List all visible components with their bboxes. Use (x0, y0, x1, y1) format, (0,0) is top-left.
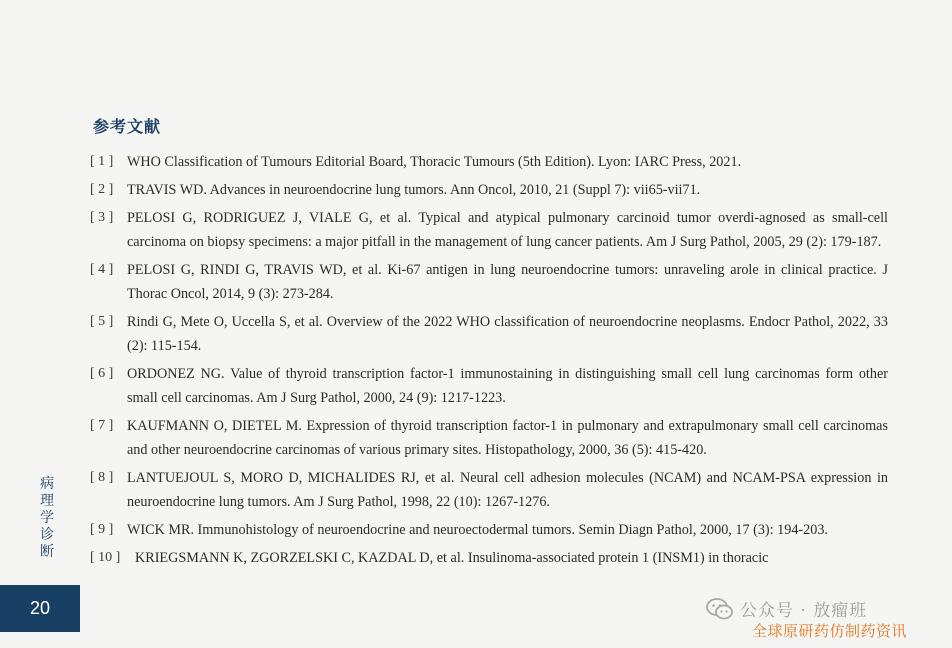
reference-text: KRIEGSMANN K, ZGORZELSKI C, KAZDAL D, et al. Insulinoma-associated protein 1 (INSM1) in thoracic (135, 550, 769, 566)
reference-text: WICK MR. Immunohistology of neuroendocrine and neuroectodermal tumors. Semin Diagn Pathol, 2000, 17 (3): 194-203. (127, 522, 828, 538)
banner-text: 全球原研药仿制药资讯 (752, 622, 908, 640)
reference-text: PELOSI G, RODRIGUEZ J, VIALE G, et al. Typical and atypical pulmonary carcinoid tumor overdi-agnosed as small-cell carcinoma on biopsy specimens: a major pitfall in the management of lung cancer patients. Am J Surg Pathol, 2005, 29 (2): 179-187. (127, 210, 888, 250)
reference-number: [ 6 ] (90, 366, 114, 381)
reference-text: PELOSI G, RINDI G, TRAVIS WD, et al. Ki-67 antigen in lung neuroendocrine tumors: unraveling arole in clinical practice. J Thorac Oncol, 2014, 9 (3): 273-284. (127, 262, 888, 302)
reference-item (90, 178, 888, 202)
reference-item (90, 310, 888, 358)
reference-item (90, 362, 888, 410)
page-number: 20 (29, 598, 51, 618)
reference-text: LANTUEJOUL S, MORO D, MICHALIDES RJ, et al. Neural cell adhesion molecules (NCAM) and NCAM-PSA expression in neuroendocrine lung tumors. Am J Surg Pathol, 1998, 22 (10): 1267-1276. (127, 470, 888, 510)
reference-text: TRAVIS WD. Advances in neuroendocrine lung tumors. Ann Oncol, 2010, 21 (Suppl 7): vii65-vii71. (127, 182, 701, 198)
reference-item (90, 206, 888, 254)
reference-number: [ 4 ] (90, 262, 114, 277)
reference-text: KAUFMANN O, DIETEL M. Expression of thyroid transcription factor-1 in pulmonary and extrapulmonary small cell carcinomas and other neuroendocrine carcinomas of various primary sites. Histopathology, 2000, 36 (5): 415-420. (127, 418, 888, 458)
reference-number: [ 9 ] (90, 522, 114, 537)
reference-number: [ 2 ] (90, 182, 114, 197)
reference-number: [ 5 ] (90, 314, 114, 329)
watermark-text: 公众号 · 放瘤班 (740, 601, 868, 621)
reference-number: [ 8 ] (90, 470, 114, 485)
references-heading: 参考文献 (93, 117, 162, 136)
reference-item (90, 414, 888, 462)
reference-number: [ 3 ] (90, 210, 114, 225)
side-section-label: 病理学诊断 (40, 476, 54, 560)
reference-item (90, 546, 888, 570)
reference-item (90, 150, 888, 174)
reference-item (90, 258, 888, 306)
reference-text: Rindi G, Mete O, Uccella S, et al. Overview of the 2022 WHO classification of neuroendocrine neoplasms. Endocr Pathol, 2022, 33 (2): 115-154. (127, 314, 888, 354)
reference-number: [ 10 ] (90, 550, 121, 565)
reference-item (90, 518, 888, 542)
reference-number: [ 1 ] (90, 154, 114, 169)
reference-number: [ 7 ] (90, 418, 114, 433)
watermark (706, 596, 867, 621)
reference-text: WHO Classification of Tumours Editorial Board, Thoracic Tumours (5th Edition). Lyon: IARC Press, 2021. (127, 154, 742, 170)
reference-item (90, 466, 888, 514)
wechat-icon (706, 597, 734, 621)
reference-text: ORDONEZ NG. Value of thyroid transcription factor-1 immunostaining in distinguishing small cell lung carcinomas form other small cell carcinomas. Am J Surg Pathol, 2000, 24 (9): 1217-1223. (127, 366, 888, 406)
page-number-box (0, 585, 80, 632)
reference-list (90, 150, 888, 574)
